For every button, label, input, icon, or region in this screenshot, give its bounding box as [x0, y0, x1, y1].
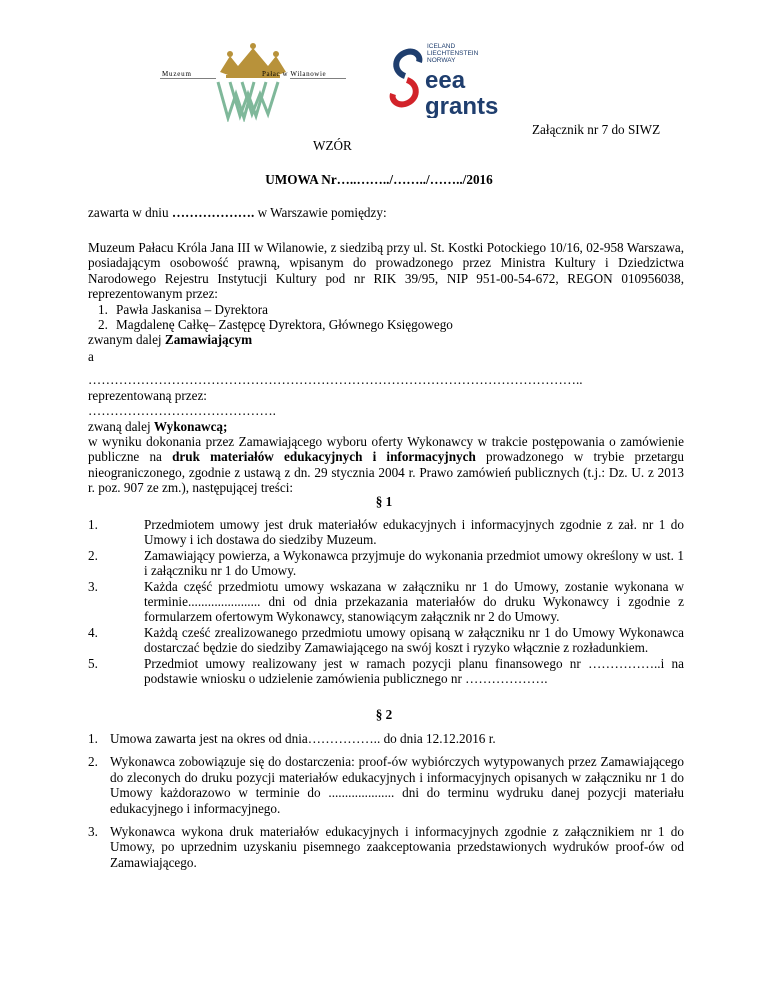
item-number: 3. [88, 578, 98, 594]
concluded-on-text: zawarta w dniu [88, 205, 172, 220]
eea-grants-logo [385, 38, 510, 118]
eea-swirl-icon [393, 52, 420, 105]
and-word: a [88, 349, 94, 364]
grants-word: grants [425, 93, 499, 118]
eea-word: eea [425, 67, 466, 94]
result-bold: druk materiałów edukacyjnych i informacyjnych [172, 449, 476, 465]
section-1-heading: § 1 [375, 494, 393, 509]
section-1-item [88, 548, 684, 579]
item-text: Umowa zawarta jest na okres od dnia…………….. do dnia 12.12.2016 r. [110, 731, 496, 746]
item-number: 4. [88, 624, 98, 640]
item-number: 1. [88, 517, 98, 532]
section-2-heading: § 2 [375, 707, 393, 722]
representative-item [88, 302, 684, 317]
date-line [88, 205, 684, 220]
called2-name: Wykonawcą; [153, 418, 228, 434]
item-number: 2. [88, 547, 98, 563]
section-1-item [88, 625, 684, 656]
template-label: WZÓR [313, 138, 352, 153]
result-prefix: w wyniku dokonania przez Zamawiającego wyboru oferty Wykonawcy w trakcie postępowania o zamówienie publiczne na [88, 434, 684, 465]
section-1-item [88, 656, 684, 687]
section-1-item [88, 517, 684, 548]
section-2-item [88, 754, 684, 816]
party-two-block [88, 349, 684, 496]
section-2-item [88, 824, 684, 870]
museum-logo-left-text: Muzeum [162, 70, 192, 78]
rep-name: Pawła Jaskanisa – Dyrektora [116, 301, 268, 317]
called2-prefix: zwaną dalej [88, 418, 154, 434]
in-warsaw-text: w Warszawie pomiędzy: [254, 205, 387, 220]
item-text: Każda część przedmiotu umowy wskazana w załączniku nr 1 do Umowy, zostanie wykonana w terminie...................... dni od dnia przekazania materiałów do druku Wykonawcy i zgodnie z formularzem ofertowym Wykonawcy, stanowiącym załącznik nr 2 do Umowy. [144, 578, 684, 625]
item-text: Każdą cześć zrealizowanego przedmiotu umowy opisaną w załączniku nr 1 do Umowy Wykonawca dostarczać będzie do siedziby Zamawiającego na swój koszt i ryzyko włącznie z rozładunkiem. [144, 624, 684, 656]
result-suffix: prowadzonego w trybie przetargu nieograniczonego, zgodnie z ustawą z dn. 29 stycznia 2004 r. Prawo zamówień publicznych (t.j.: Dz. U. z 2013 r. poz. 907 ze zm.), następującej treści: [88, 449, 684, 496]
eea-country-2: LIECHTENSTEIN [427, 50, 479, 57]
item-number: 5. [88, 655, 98, 671]
called-prefix: zwanym dalej [88, 332, 165, 348]
item-text: Przedmiotem umowy jest druk materiałów edukacyjnych i informacyjnych zgodnie z zał. nr 1 do Umowy i ich dostawa do siedziby Muzeum. [144, 517, 684, 548]
rep-number: 2. [98, 317, 108, 333]
eea-country-3: NORWAY [427, 57, 456, 64]
representative-item [88, 317, 684, 332]
museum-logo-right-text: Pałac w Wilanowie [262, 70, 327, 78]
agreement-title-text: UMOWA Nr…..……../……../……../2016 [265, 172, 493, 187]
eea-country-1: ICELAND [427, 43, 456, 50]
party-two-placeholder: ………………………………………………………………………………………………….. [88, 372, 583, 388]
section-2-item [88, 731, 684, 746]
section-1-item [88, 579, 684, 625]
section-2-list [88, 731, 684, 870]
item-text: Wykonawca wykona druk materiałów edukacyjnych i informacyjnych zgodnie z załącznikiem nr 1 do Umowy, po uprzednim uzyskaniu pisemnego zaakceptowania przedstawionych wydruków proof-ów od Zamawiającego. [110, 824, 684, 870]
annex-note: Załącznik nr 7 do SIWZ [532, 122, 661, 137]
represented-by-label: reprezentowaną przez: [88, 387, 207, 403]
museum-logo [158, 42, 348, 122]
item-text: Przedmiot umowy realizowany jest w ramach pozycji planu finansowego nr ……………..i na podstawie wniosku o udzielenie zamówienia publicznego nr ………………. [144, 655, 684, 687]
called-name: Zamawiającym [164, 332, 253, 348]
item-text: Zamawiający powierza, a Wykonawca przyjmuje do wykonania przedmiot umowy określony w ust. 1 i załączniku nr 1 do Umowy. [144, 547, 684, 579]
agreement-title [0, 172, 768, 187]
item-number: 3. [88, 824, 98, 840]
item-text: Wykonawca zobowiązuje się do dostarczenia: proof-ów wybiórczych wytypowanych przez Zamawiającego do zleconych do druku pozycji materiałów edukacyjnych i informacyjnych opisanych w załączniku nr 1 do Umowy każdorazowo w terminie do .................... dni do terminu wydruku danej pozycji materiału edukacyjnego i informacyjnego. [110, 754, 684, 816]
item-number: 2. [88, 754, 98, 770]
representative-placeholder: ……………………………………. [88, 403, 276, 419]
rep-number: 1. [98, 301, 108, 317]
rep-name: Magdalenę Całkę– Zastępcę Dyrektora, Głównego Księgowego [116, 317, 453, 333]
party-one-description: Muzeum Pałacu Króla Jana III w Wilanowie, z siedzibą przy ul. St. Kostki Potockiego 10/16, 02-958 Warszawa, posiadającym osobowość prawną, wpisanym do prowadzonego przez Ministra Kultury i Dziedzictwa Narodowego Rejestru Instytucji Kultury pod nr RIK 39/95, NIP 951-00-54-672, REGON 010956038, reprezentowanym przez: [88, 240, 684, 302]
section-1-list [88, 517, 684, 686]
party-one-block [88, 240, 684, 348]
item-number: 1. [88, 731, 98, 746]
date-placeholder: ………………. [171, 205, 255, 220]
www-letters-icon [218, 82, 278, 118]
